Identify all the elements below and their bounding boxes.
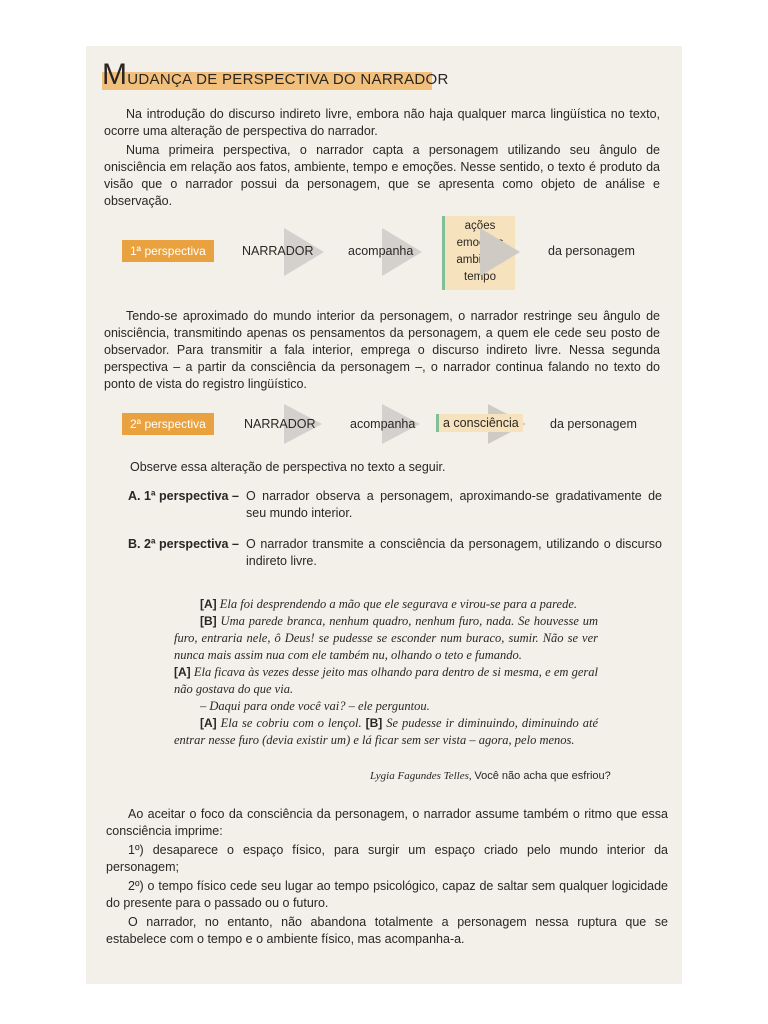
- narrador-label: NARRADOR: [242, 244, 314, 258]
- literary-excerpt: [174, 596, 598, 749]
- closing-paragraph-1: Ao aceitar o foco da consciência da personagem, o narrador assume também o ritmo que essa consciência imprime:: [106, 807, 668, 838]
- narrador-label-2: NARRADOR: [244, 417, 316, 431]
- excerpt-line-5: [A] Ela se cobriu com o lençol. [B] Se pudesse ir diminuindo, diminuindo até entrar nesse furo (devia existir um) e lá ficar sem ser vista – agora, pelo menos.: [174, 716, 599, 747]
- closing-item-1: 1º) desaparece o espaço físico, para surgir um espaço criado pelo mundo interior da personagem;: [106, 843, 668, 874]
- excerpt-line-4: – Daqui para onde você vai? – ele perguntou.: [200, 699, 430, 713]
- item-a-text: O narrador observa a personagem, aproximando-se gradativamente de seu mundo interior.: [246, 489, 662, 520]
- tag-a: [A]: [200, 597, 217, 611]
- intro-paragraph-2: Numa primeira perspectiva, o narrador capta a personagem utilizando seu ângulo de onisciência em relação aos fatos, ambiente, tempo e emoções. Nesse sentido, o texto é produto da visão que o narrador possui da personagem, que se apresenta como objeto de análise e observação.: [104, 143, 660, 208]
- intro-block: [104, 106, 660, 210]
- tag-b: [B]: [365, 716, 383, 730]
- section-title: [102, 60, 449, 94]
- acompanha-label-2: acompanha: [350, 417, 416, 431]
- aspect-item: ambiente: [456, 254, 504, 266]
- excerpt-line-3: [A] Ela ficava às vezes desse jeito mas olhando para dentro de si mesma, e em geral não gostava do que via.: [174, 665, 598, 696]
- item-a-label: A. 1ª perspectiva –: [128, 489, 239, 503]
- closing-block: [106, 806, 668, 948]
- excerpt-credit: [370, 770, 611, 782]
- closing-item-2: 2º) o tempo físico cede seu lugar ao tempo psicológico, capaz de saltar sem qualquer logicidade do presente para o passado ou o futuro.: [106, 879, 668, 910]
- title-initial: M: [102, 58, 128, 91]
- tag-b: [B]: [200, 614, 217, 628]
- item-b-label: B. 2ª perspectiva –: [128, 537, 239, 551]
- target-label-2: da personagem: [550, 417, 637, 431]
- middle-block: [104, 308, 660, 393]
- arrow-1c: [480, 228, 520, 276]
- excerpt-line-1: [A] Ela foi desprendendo a mão que ele segurava e virou-se para a parede.: [200, 597, 578, 611]
- perspective-1-label: 1ª perspectiva: [122, 240, 214, 262]
- tag-a: [A]: [200, 716, 217, 730]
- target-label: da personagem: [548, 244, 635, 258]
- title-rest: UDANÇA DE PERSPECTIVA DO NARRADOR: [127, 71, 449, 88]
- credit-author: Lygia Fagundes Telles,: [370, 770, 472, 782]
- credit-work: Você não acha que esfriou?: [474, 770, 611, 782]
- aspect-item: emoções: [456, 237, 504, 249]
- perspective-2-label: 2ª perspectiva: [122, 413, 214, 435]
- middle-paragraph: Tendo-se aproximado do mundo interior da personagem, o narrador restringe seu ângulo de onisciência, transmitindo apenas os pensamentos da personagem, a quem ele cede seu posto de observador. Para transmitir a fala interior, emprega o discurso indireto livre. Nessa segunda perspectiva – a partir da consciência da personagem –, o narrador continua falando no texto do ponto de vista do registro lingüístico.: [104, 309, 660, 391]
- acompanha-label: acompanha: [348, 244, 414, 258]
- intro-paragraph-1: Na introdução do discurso indireto livre, embora não haja qualquer marca lingüística no texto, ocorre uma alteração de perspectiva do narrador.: [104, 107, 660, 138]
- excerpt-line-2: [B] Uma parede branca, nenhum quadro, nenhum furo, nada. Se houvesse um furo, entraria nele, ô Deus! se pudesse se esconder num buraco, sumir. Não se ver nunca mais assim nua com ele também nu, olhando o teto e fumando.: [174, 614, 599, 662]
- aspect-item: tempo: [464, 271, 496, 283]
- item-b-text: O narrador transmite a consciência da personagem, utilizando o discurso indireto livre.: [246, 537, 662, 568]
- closing-paragraph-2: O narrador, no entanto, não abandona totalmente a personagem nessa ruptura que se estabelece com o tempo e o ambiente físico, mas acompanha-a.: [106, 915, 668, 946]
- aspect-item: ações: [464, 220, 496, 232]
- tag-a: [A]: [174, 665, 191, 679]
- observe-line: Observe essa alteração de perspectiva no texto a seguir.: [130, 460, 446, 474]
- consciencia-box: a consciência: [436, 414, 523, 432]
